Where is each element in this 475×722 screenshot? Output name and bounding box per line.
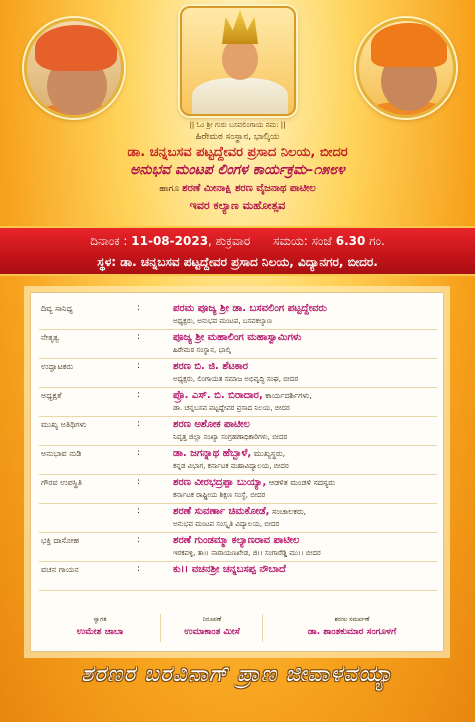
row-name-suffix: ಕಾರ್ಯದರ್ಶಿಗಳು,	[262, 391, 312, 400]
row-name-text: ಶರಣೆ ಗುಂಡಮ್ಮಾ ಕಲ್ಯಾಣರಾವ ಪಾಟೀಲ	[173, 535, 300, 546]
program-row	[31, 361, 445, 385]
row-divider	[39, 416, 437, 417]
program-title-text: ಅನುಭವ ಮಂಟಪ ಲಿಂಗಳ ಕಾರ್ಯಕ್ರಮ–	[130, 162, 314, 178]
date-value: 11-08-2023	[131, 234, 209, 248]
row-name	[173, 419, 250, 430]
program-row	[31, 303, 445, 327]
row-name	[173, 506, 306, 517]
row-divider	[39, 561, 437, 562]
row-divider	[39, 445, 437, 446]
row-name	[173, 535, 299, 546]
program-row	[31, 506, 445, 530]
row-divider	[39, 590, 437, 591]
program-row	[31, 332, 445, 356]
row-name	[173, 390, 312, 401]
row-colon: :	[137, 303, 141, 313]
row-name-text: ಶರಣೆ ಸುವರ್ಣಾ ಚಿಮಕೋಡೆ,	[173, 506, 270, 517]
row-divider	[39, 532, 437, 533]
welcome-name: ಉಮೇಶ ಜಾಬಾ	[76, 627, 124, 637]
row-name-text: ಡಾ. ಜಗನ್ನಾಥ ಹೆಬ್ಬಾಳೆ,	[173, 448, 252, 459]
row-role: ಮುಖ್ಯ ಅತಿಥಿಗಳು	[41, 420, 87, 429]
row-name	[173, 448, 285, 459]
time-label: ಸಮಯ: ಸಂಜೆ	[273, 234, 332, 248]
row-divider	[39, 329, 437, 330]
row-colon: :	[137, 564, 141, 574]
program-row	[31, 390, 445, 414]
row-name	[173, 332, 301, 343]
row-name-text: ಕು।। ವಚನಶ್ರೀ ಚನ್ನಬಸಪ್ಪ ನೌಬಾದೆ	[173, 564, 286, 575]
honor-names: ಶರಣೆ ಮೀನಾಕ್ಷಿ ಶರಣ ವೈಜನಾಥ ಪಾಟೀಲ	[182, 183, 316, 194]
date-label: ದಿನಾಂಕ :	[90, 234, 128, 248]
row-description: ಅಧ್ಯಕ್ಷರು, ಅನುಭವ ಮಂಟಪ, ಬಸವಕಲ್ಯಾಣ	[173, 317, 272, 325]
program-row	[31, 564, 445, 588]
row-description: ಅನುಭವ ಮಂಟಪ ಸಂಸ್ಕೃತಿ ವಿದ್ಯಾಲಯ, ಬೀದರ	[173, 520, 280, 528]
row-name-suffix: ಆಡಳಿತ ಮಂಡಳಿ ಸದಸ್ಯರು	[266, 478, 336, 487]
program-list-card	[30, 292, 444, 652]
date-time-line	[0, 234, 475, 249]
row-colon: :	[137, 448, 141, 458]
row-colon: :	[137, 332, 141, 342]
thanks-name: ಡಾ. ಶಾಂತಕುಮಾರ ಸಂಗೂಳಗೆ	[307, 627, 397, 637]
honor-prefix: ಹಾಗೂ	[159, 184, 180, 194]
row-colon: :	[137, 390, 141, 400]
row-name	[173, 361, 248, 372]
slogan: ಶರಣರ ಬರವಿನಾಗ್ ಪ್ರಾಣ ಜೀವಾಳವಯ್ಯಾ	[81, 662, 394, 687]
row-divider	[39, 503, 437, 504]
row-colon: :	[137, 361, 141, 371]
program-row	[31, 448, 445, 472]
welcome-label: ಸ್ವಾಗತ	[93, 616, 107, 623]
organization: ಹಿರೇಮಠ ಸಂಸ್ಥಾನ, ಭಾಲ್ಕಿಯ	[195, 132, 280, 142]
row-name-text: ಪೂಜ್ಯ ಶ್ರೀ ಮಹಾಲಿಂಗ ಮಹಾಸ್ವಾಮಿಗಳು	[173, 332, 302, 343]
program-row	[31, 419, 445, 443]
row-name-text: ಪರಮ ಪೂಜ್ಯ ಶ್ರೀ ಡಾ. ಬಸವಲಿಂಗ ಪಟ್ಟದ್ದೇವರು	[173, 303, 327, 314]
festival-title: ಇವರ ಕಲ್ಯಾಣ ಮಹೋತ್ಸವ	[189, 199, 286, 212]
program-row	[31, 535, 445, 559]
time-unit: ಗಂ.	[369, 234, 385, 248]
row-name-text: ಶರಣ ವೀರಭದ್ರಪ್ಪಾ ಬುಯ್ಯಾ,	[173, 477, 267, 488]
row-role: ಉದ್ಘಾಟಕರು	[41, 362, 74, 371]
row-description: ಇರಕಪಳ್ಳಿ, ತಾ।। ನಾರಾಯಣಖೇಡ, ಜಿ।। ಸಂಗಾರೆಡ್ಡಿ ಮು।। ಬೀದರ	[173, 549, 321, 557]
honor-line	[0, 183, 475, 194]
day-name: , ಶುಕ್ರವಾರ	[208, 234, 251, 248]
date-place-band	[0, 226, 475, 276]
row-divider	[39, 387, 437, 388]
row-colon: :	[137, 419, 141, 429]
thanks-label: ಶರಣು ಸಮರ್ಪಣೆ	[334, 616, 370, 623]
host-name: ಉಮಾಕಾಂತ ಮೀಸೆ	[184, 627, 240, 637]
row-colon: :	[137, 506, 141, 516]
time-value: 6.30	[335, 234, 366, 248]
row-role: ದಿವ್ಯ ಸಾನಿಧ್ಯ	[41, 304, 73, 313]
row-name-suffix: ಮುಖ್ಯಸ್ಥರು,	[251, 449, 286, 458]
row-colon: :	[137, 477, 141, 487]
footer-separator	[160, 614, 161, 642]
footer-separator	[262, 614, 263, 642]
row-name-text: ಪ್ರೊ. ಎಸ್. ಬಿ. ಬಿರಾದಾರ,	[173, 390, 263, 401]
row-role: ನೇತೃತ್ವ	[41, 333, 59, 342]
row-role: ಭಕ್ತಿ ದಾಸೋಹ	[41, 536, 79, 545]
motto: || ಓಂ ಶ್ರೀ ಗುರು ಬಸವಲಿಂಗಾಯ ನಮ: ||	[189, 121, 286, 129]
host-label: ನಿರೂಪಣೆ	[202, 616, 222, 623]
row-divider	[39, 358, 437, 359]
row-description: ಕನ್ನಡ ವಿಭಾಗ, ಕರ್ನಾಟಕ ಮಹಾವಿದ್ಯಾಲಯ, ಬೀದರ	[173, 462, 289, 470]
portrait-right	[356, 18, 456, 118]
row-role: ಗೌರವ ಉಪಸ್ಥಿತಿ	[41, 478, 83, 487]
row-description: ಹಿರೇಮಠ ಸಂಸ್ಥಾನ, ಭಾಲ್ಕಿ	[173, 346, 231, 354]
row-name	[173, 564, 286, 575]
program-number: ೧೫೮೪	[313, 162, 345, 178]
row-name-suffix: ಸಂಚಾಲಕರು,	[269, 507, 307, 516]
row-divider	[39, 474, 437, 475]
row-role: ಅಧ್ಯಕ್ಷತೆ	[41, 391, 62, 400]
portrait-left	[24, 18, 124, 118]
program-row	[31, 477, 445, 501]
program-title	[0, 162, 475, 178]
row-description: ನಿವೃತ್ತ ಜಿಲ್ಲಾ ಸಂಖ್ಯಾ ಸಂಗ್ರಹಣಾಧಿಕಾರಿಗಳು, ಬೀದರ	[173, 433, 288, 441]
row-name	[173, 477, 335, 488]
row-name	[173, 303, 327, 314]
row-role: ಅನುಭಾವ ನುಡಿ	[41, 449, 82, 458]
row-colon: :	[137, 535, 141, 545]
row-name-text: ಶರಣ ಅಶೋಕ ಪಾಟೀಲ	[173, 419, 250, 430]
row-name-text: ಶರಣ ಬಿ. ಜಿ. ಶೆಟಕಾರ	[173, 361, 249, 372]
row-description: ಅಧ್ಯಕ್ಷರು, ಲಿಂಗಾಯತ ಸಮಾಜ ಅಭಿವೃದ್ಧಿ ಸಂಘ, ಬೀದರ	[173, 375, 299, 383]
venue-title: ಡಾ. ಚನ್ನಬಸವ ಪಟ್ಟದ್ದೇವರ ಪ್ರಸಾದ ನಿಲಯ, ಬೀದರ	[127, 145, 348, 160]
row-description: ಡಾ. ಚನ್ನಬಸವ ಪಟ್ಟದ್ದೇವರ ಪ್ರಸಾದ ನಿಲಯ, ಬೀದರ	[173, 404, 290, 412]
place-line: ಸ್ಥಳ: ಡಾ. ಚನ್ನಬಸವ ಪಟ್ಟದ್ದೇವರ ಪ್ರಸಾದ ನಿಲಯ, ವಿದ್ಯಾನಗರ, ಬೀದರ.	[97, 255, 378, 269]
row-description: ಕರ್ನಾಟಕ ರಾಷ್ಟ್ರೀಯ ಶಿಕ್ಷಣ ಸಂಸ್ಥೆ, ಬೀದರ	[173, 491, 266, 499]
portrait-center	[180, 6, 296, 116]
row-role: ವಚನ ಗಾಯನ	[41, 565, 79, 574]
